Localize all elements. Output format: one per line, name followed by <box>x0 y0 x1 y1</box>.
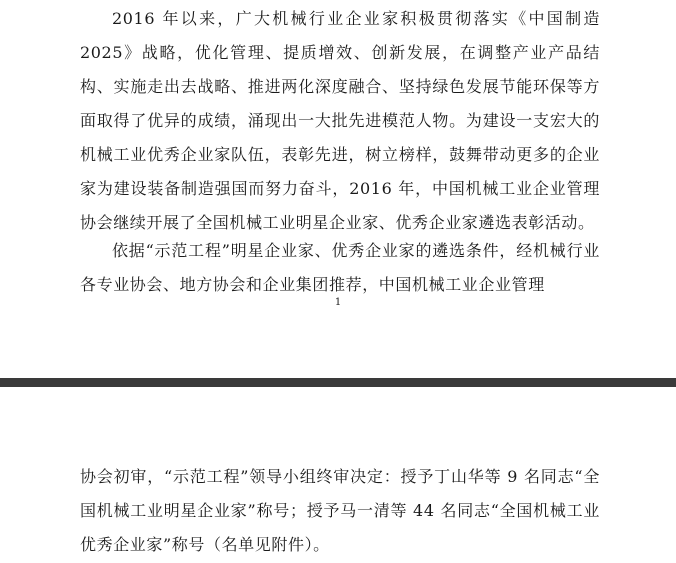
page-separator <box>0 378 676 387</box>
paragraph-intro: 2016 年以来，广大机械行业企业家积极贯彻落实《中国制造 2025》战略，优化管理、提质增效、创新发展，在调整产业产品结构、实施走出去战略、推进两化深度融合、坚持绿色发展节能环保等方面取得了优异的成绩，涌现出一大批先进模范人物。为建设一支宏大的机械工业优秀企业家队伍，表彰先进，树立榜样，鼓舞带动更多的企业家为建设装备制造强国而努力奋斗，2016 年，中国机械工业企业管理协会继续开展了全国机械工业明星企业家、优秀企业家遴选表彰活动。 <box>80 9 600 232</box>
paragraph-selection-basis: 依据“示范工程”明星企业家、优秀企业家的遴选条件，经机械行业各专业协会、地方协会和企业集团推荐，中国机械工业企业管理 <box>80 241 600 294</box>
page-number: 1 <box>334 297 342 308</box>
paragraph-continuation: 协会初审，“示范工程”领导小组终审决定：授予丁山华等 9 名同志“全国机械工业明星企业家”称号；授予马一清等 44 名同志“全国机械工业优秀企业家”称号（名单见附件）。 <box>80 467 600 554</box>
